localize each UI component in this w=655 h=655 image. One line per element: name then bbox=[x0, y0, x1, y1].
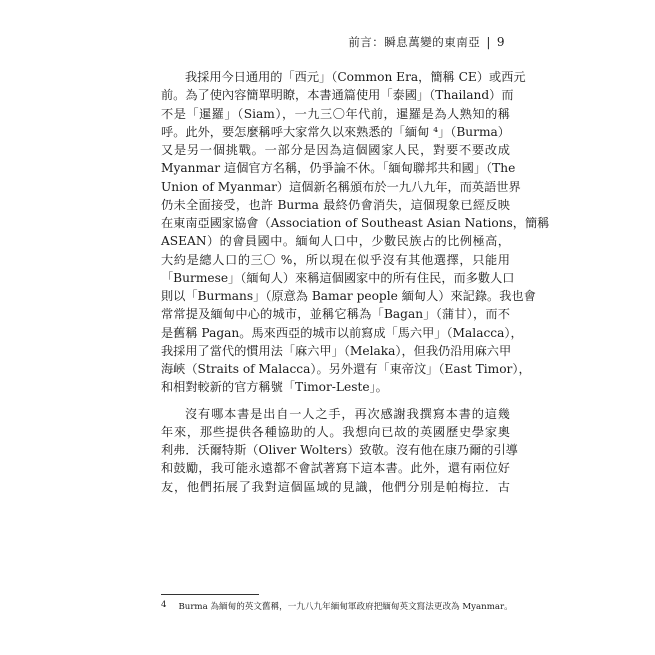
body-text bbox=[161, 68, 550, 496]
text-line: 常常提及緬甸中心的城市，並稱它稱為「Bagan」（蒲甘），而不 bbox=[161, 307, 510, 322]
page-number: 9 bbox=[496, 35, 505, 49]
text-line: 大約是總人口的三〇 %，所以現在似乎沒有其他選擇，只能用 bbox=[161, 252, 510, 267]
paragraph-2 bbox=[161, 405, 518, 496]
text-line: 在東南亞國家協會（Association of Southeast Asian Nations，簡稱 bbox=[161, 216, 550, 230]
paragraph-gap bbox=[161, 397, 510, 405]
text-line: 我採用了當代的慣用法「麻六甲」（Melaka），但我仍沿用麻六甲 bbox=[161, 343, 512, 358]
text-line: 和鼓勵，我可能永遠都不會試著寫下這本書。此外，還有兩位好 bbox=[161, 461, 510, 476]
running-head bbox=[348, 34, 505, 50]
footnote bbox=[161, 600, 513, 612]
text-line: 沒有哪本書是出自一人之手，再次感謝我撰寫本書的這幾 bbox=[185, 406, 510, 421]
text-line: 友，他們拓展了我對這個區域的見識，他們分別是帕梅拉．古 bbox=[161, 479, 510, 494]
text-line: 和相對較新的官方稱號「Timor-Leste」。 bbox=[161, 380, 388, 395]
text-line: 不是「暹羅」（Siam），一九三〇年代前，暹羅是為人熟知的稱 bbox=[161, 106, 510, 121]
text-line: ASEAN）的會員國中。緬甸人口中，少數民族占的比例極高， bbox=[161, 234, 510, 249]
text-line: 則以「Burmans」（原意為 Bamar people 緬甸人）來記錄。我也會 bbox=[161, 289, 536, 303]
footnote-divider bbox=[161, 594, 259, 595]
running-head-title: 前言：瞬息萬變的東南亞 bbox=[348, 35, 481, 49]
footnote-marker: 4 bbox=[161, 600, 167, 610]
text-line: 我採用今日通用的「西元」（Common Era，簡稱 CE）或西元 bbox=[185, 70, 526, 84]
text-line: 是舊稱 Pagan。馬來西亞的城市以前寫成「馬六甲」（Malacca）， bbox=[161, 325, 523, 340]
text-line: Union of Myanmar）這個新名稱頒布於一九八九年，而英語世界 bbox=[161, 179, 521, 194]
text-line: 又是另一個挑戰。一部分是因為這個國家人民，對要不要改成 bbox=[161, 143, 510, 157]
paragraph-1 bbox=[161, 68, 550, 397]
text-line: 年來，那些提供各種協助的人。我想向已故的英國歷史學家奧 bbox=[161, 424, 510, 439]
running-head-separator: | bbox=[486, 35, 491, 49]
text-line: 海峽（Straits of Malacca）。另外還有「東帝汶」（East Timor）， bbox=[161, 362, 531, 376]
text-line: 仍未全面接受，也許 Burma 最終仍會消失，這個現象已經反映 bbox=[161, 197, 510, 212]
text-line: 前。為了使內容簡單明瞭，本書通篇使用「泰國」（Thailand）而 bbox=[161, 88, 514, 103]
text-line: 呼。此外，要怎麼稱呼大家常久以來熟悉的「緬甸 ⁴」（Burma） bbox=[161, 124, 510, 139]
text-line: 利弗．沃爾特斯（Oliver Wolters）致敬。沒有他在康乃爾的引導 bbox=[161, 443, 518, 457]
text-line: 「Burmese」（緬甸人）來稱這個國家中的所有住民，而多數人口 bbox=[161, 270, 515, 285]
text-line: Myanmar 這個官方名稱，仍爭論不休。「緬甸聯邦共和國」（The bbox=[161, 161, 516, 176]
footnote-text: Burma 為緬甸的英文舊稱，一九八九年緬甸軍政府把緬甸英文寫法更改為 Myanmar。 bbox=[178, 602, 513, 612]
